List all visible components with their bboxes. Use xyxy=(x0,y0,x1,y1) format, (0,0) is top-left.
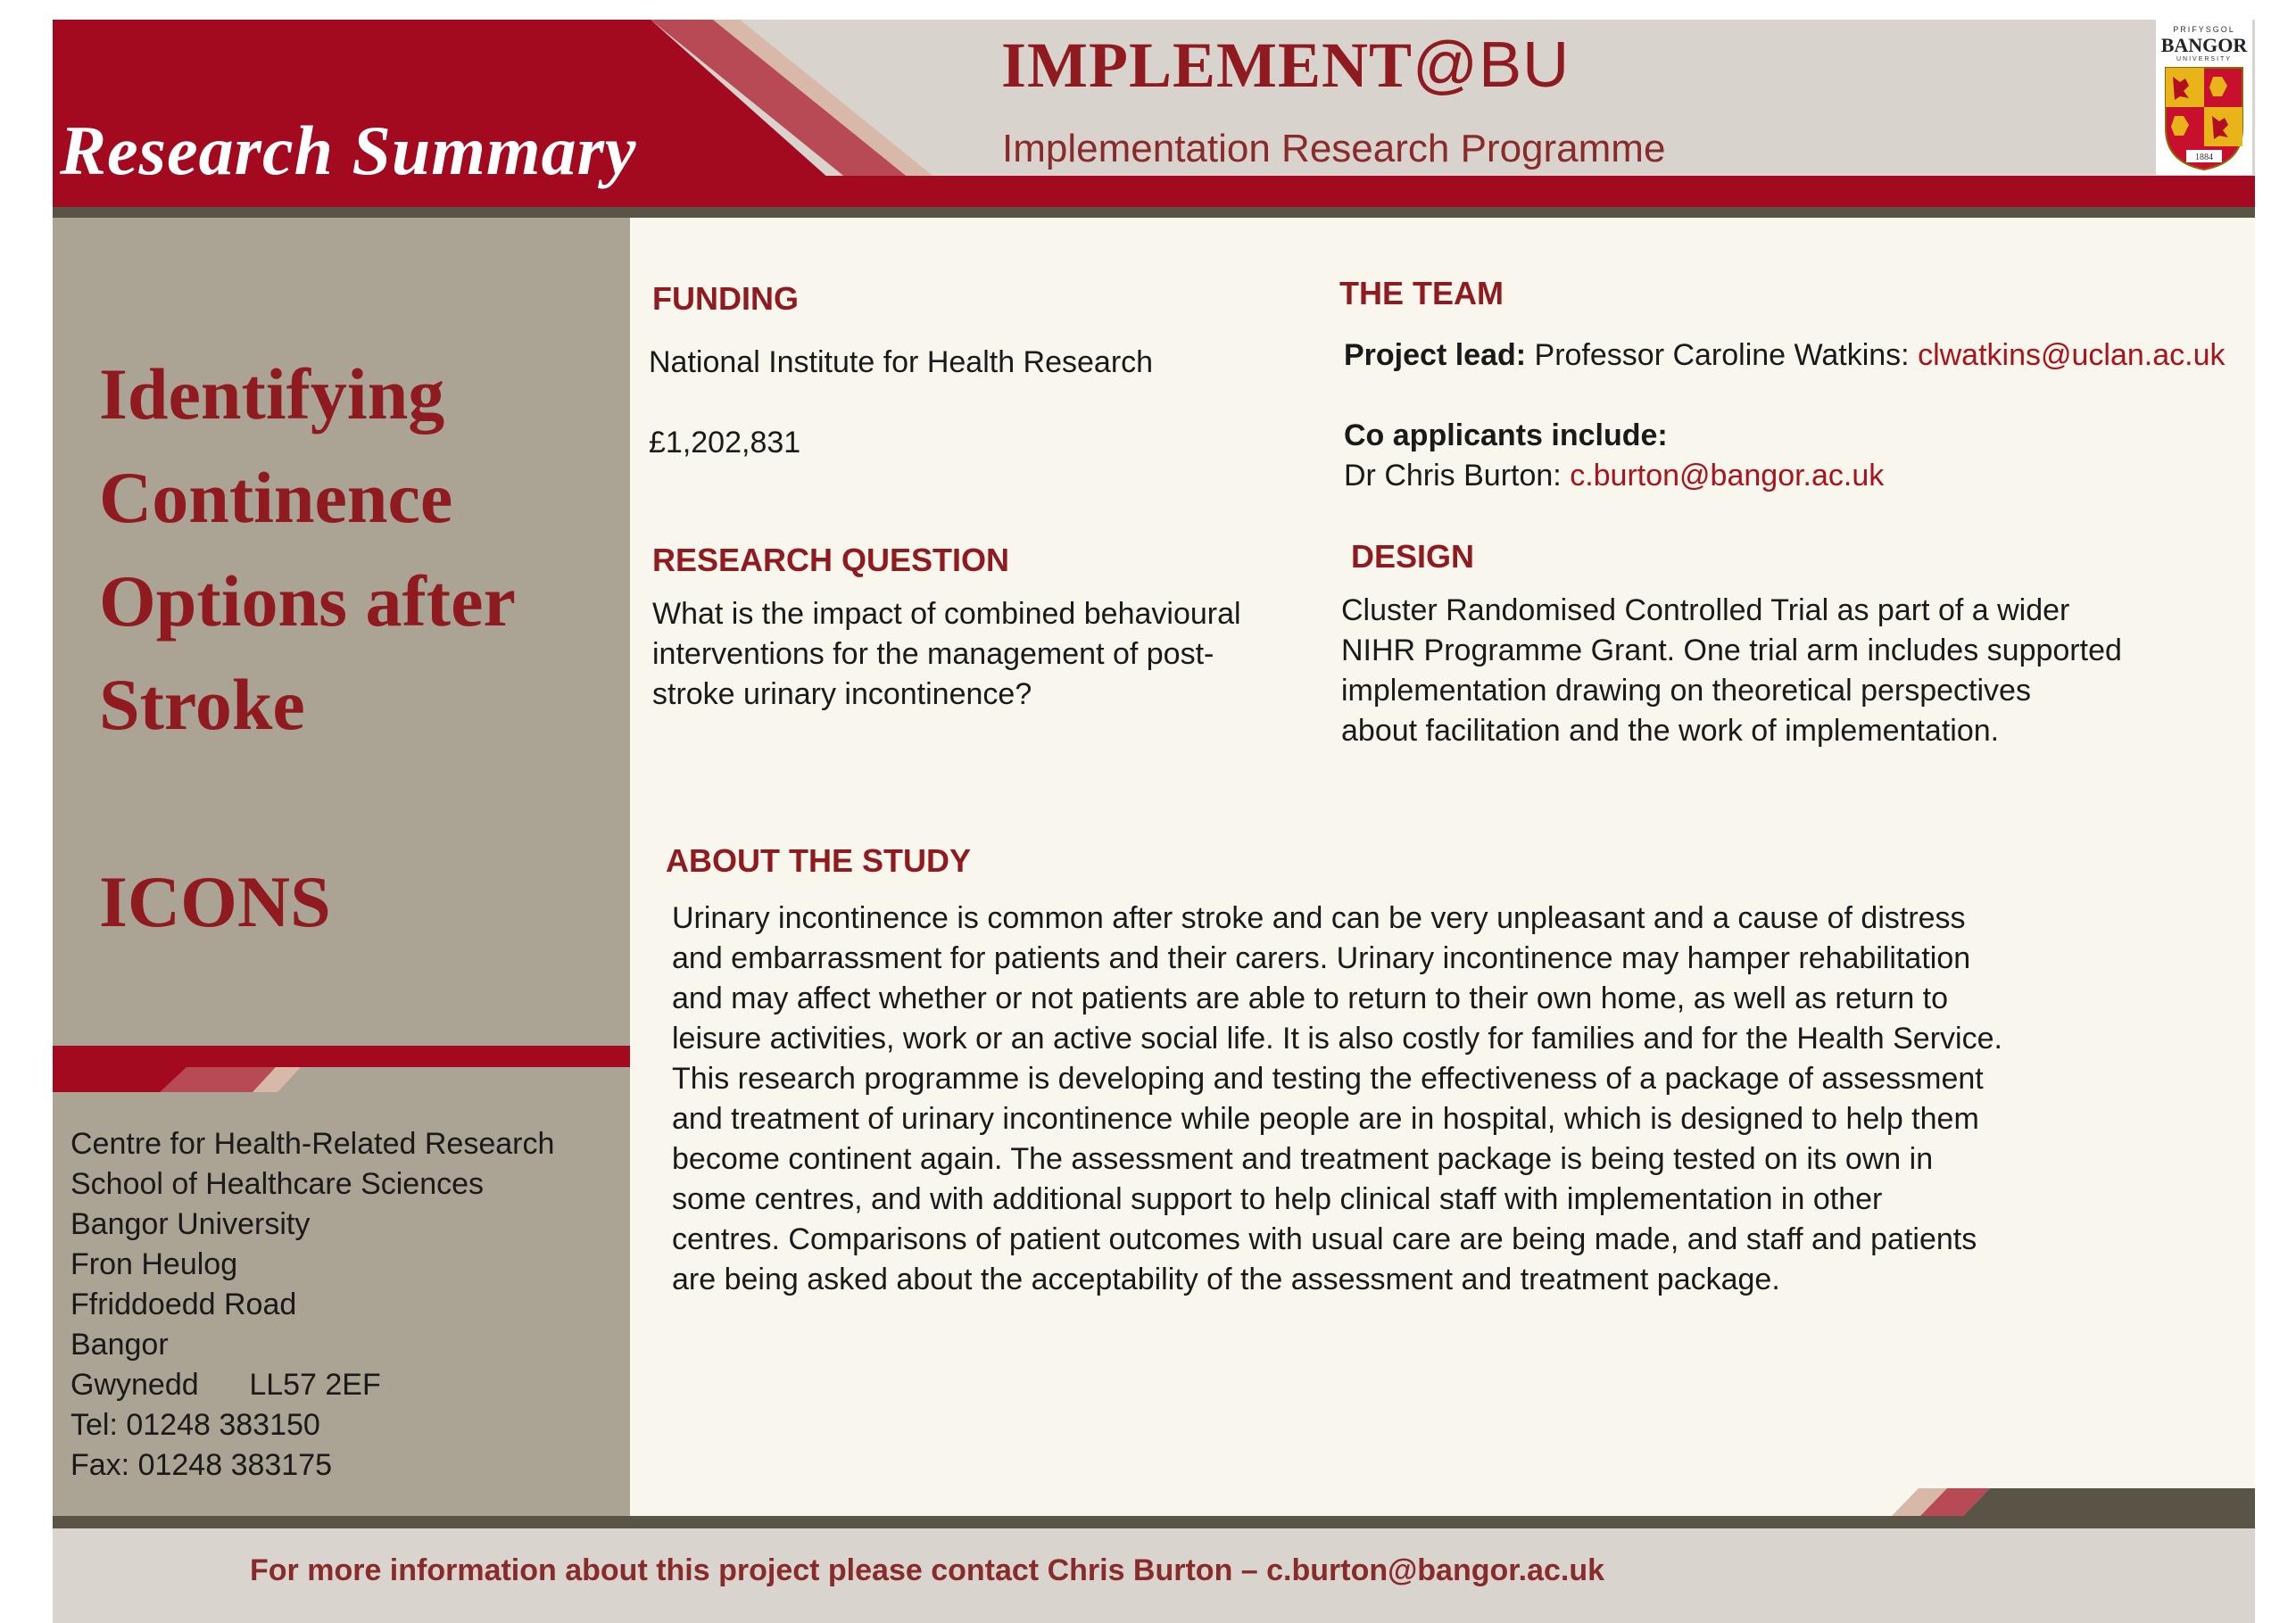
title-line: Continence xyxy=(99,457,453,538)
address-line: School of Healthcare Sciences xyxy=(70,1167,485,1201)
svg-text:1884: 1884 xyxy=(2195,153,2213,162)
address-line: Bangor University xyxy=(70,1207,311,1241)
address-line: Fron Heulog xyxy=(70,1247,238,1281)
co-applicant xyxy=(1344,456,1884,496)
text-line: and embarrassment for patients and their carers. Urinary incontinence may hamper rehabilitation xyxy=(672,941,1971,975)
co-applicant-email-link[interactable]: c.burton@bangor.ac.uk xyxy=(1570,459,1885,493)
text-line: This research programme is developing and testing the effectiveness of a package of assessment xyxy=(672,1062,1984,1096)
research-summary-label: Research Summary xyxy=(60,112,637,189)
footer-divider-bar xyxy=(53,1516,2255,1528)
address-line: Gwynedd LL57 2EF xyxy=(70,1368,381,1402)
about-text xyxy=(672,898,2002,1300)
about-heading: ABOUT THE STUDY xyxy=(666,842,971,879)
co-applicant-name: Dr Chris Burton: xyxy=(1344,459,1571,493)
footer-decoration-stripe xyxy=(1892,1488,2255,1516)
title-line: Options after xyxy=(99,560,516,642)
text-line: about facilitation and the work of implementation. xyxy=(1341,714,2000,748)
text-line: NIHR Programme Grant. One trial arm includes supported xyxy=(1341,633,2122,667)
text-line: implementation drawing on theoretical perspectives xyxy=(1341,674,2031,708)
address-line: Fax: 01248 383175 xyxy=(70,1448,333,1482)
design-text xyxy=(1341,591,2122,751)
sidebar-divider-stripe xyxy=(53,1046,630,1099)
logo-bottom-text: UNIVERSITY xyxy=(2176,56,2232,62)
address-line: Bangor xyxy=(70,1328,169,1362)
text-line: leisure activities, work or an active social life. It is also costly for families and for the Health Service. xyxy=(672,1022,2002,1056)
header-banner xyxy=(53,20,2255,207)
title-line: Identifying xyxy=(99,353,445,435)
main-content xyxy=(630,218,2255,1516)
funding-heading: FUNDING xyxy=(652,280,799,317)
address-line: Ffriddoedd Road xyxy=(70,1288,297,1321)
bangor-university-logo xyxy=(2156,20,2252,175)
project-acronym: ICONS xyxy=(99,861,331,942)
research-question-heading: RESEARCH QUESTION xyxy=(652,542,1010,578)
text-line: centres. Comparisons of patient outcomes with usual care are being made, and staff and patients xyxy=(672,1222,1977,1256)
text-line: interventions for the management of post- xyxy=(652,637,1214,671)
text-line: What is the impact of combined behavioural xyxy=(652,597,1241,631)
project-lead-email-link[interactable]: clwatkins@uclan.ac.uk xyxy=(1918,338,2226,372)
brand-subtitle: Implementation Research Programme xyxy=(1002,127,1666,170)
address-line: Tel: 01248 383150 xyxy=(70,1408,320,1442)
funding-amount: £1,202,831 xyxy=(649,426,801,460)
logo-top-text: PRIFYSGOL xyxy=(2173,25,2235,34)
text-line: and treatment of urinary incontinence while people are in hospital, which is designed to help them xyxy=(672,1102,1979,1136)
text-line: and may affect whether or not patients are able to return to their own home, as well as return to xyxy=(672,981,1949,1015)
project-lead-label: Project lead: xyxy=(1344,338,1527,372)
design-heading: DESIGN xyxy=(1351,538,1475,575)
logo-name: BANGOR xyxy=(2160,34,2248,56)
research-question-text xyxy=(652,594,1241,715)
footer-contact-text: For more information about this project please contact Chris Burton – c.burton@bangor.ac.uk xyxy=(250,1553,1604,1587)
funder-name: National Institute for Health Research xyxy=(649,345,1154,379)
text-line: stroke urinary incontinence? xyxy=(652,677,1032,711)
project-lead xyxy=(1344,335,2226,376)
team-heading: THE TEAM xyxy=(1339,275,1504,311)
text-line: become continent again. The assessment and treatment package is being tested on its own in xyxy=(672,1142,1934,1176)
crest-shield-icon xyxy=(2164,66,2244,171)
address-line: Centre for Health-Related Research xyxy=(70,1127,555,1161)
sidebar xyxy=(53,218,630,1516)
project-lead-name: Professor Caroline Watkins: xyxy=(1526,338,1919,372)
title-line: Stroke xyxy=(99,664,305,745)
text-line: Urinary incontinence is common after stroke and can be very unpleasant and a cause of distress xyxy=(672,901,1966,935)
footer xyxy=(53,1528,2255,1623)
header-divider-bar xyxy=(53,207,2255,218)
text-line: are being asked about the acceptability of the assessment and treatment package. xyxy=(672,1263,1780,1296)
brand-title: IMPLEMENT@BU xyxy=(1001,29,1571,101)
text-line: some centres, and with additional support to help clinical staff with implementation in other xyxy=(672,1182,1883,1216)
co-applicants-label: Co applicants include: xyxy=(1344,418,1668,452)
text-line: Cluster Randomised Controlled Trial as part of a wider xyxy=(1341,593,2070,627)
address-block xyxy=(70,1124,554,1486)
project-title xyxy=(99,343,634,757)
